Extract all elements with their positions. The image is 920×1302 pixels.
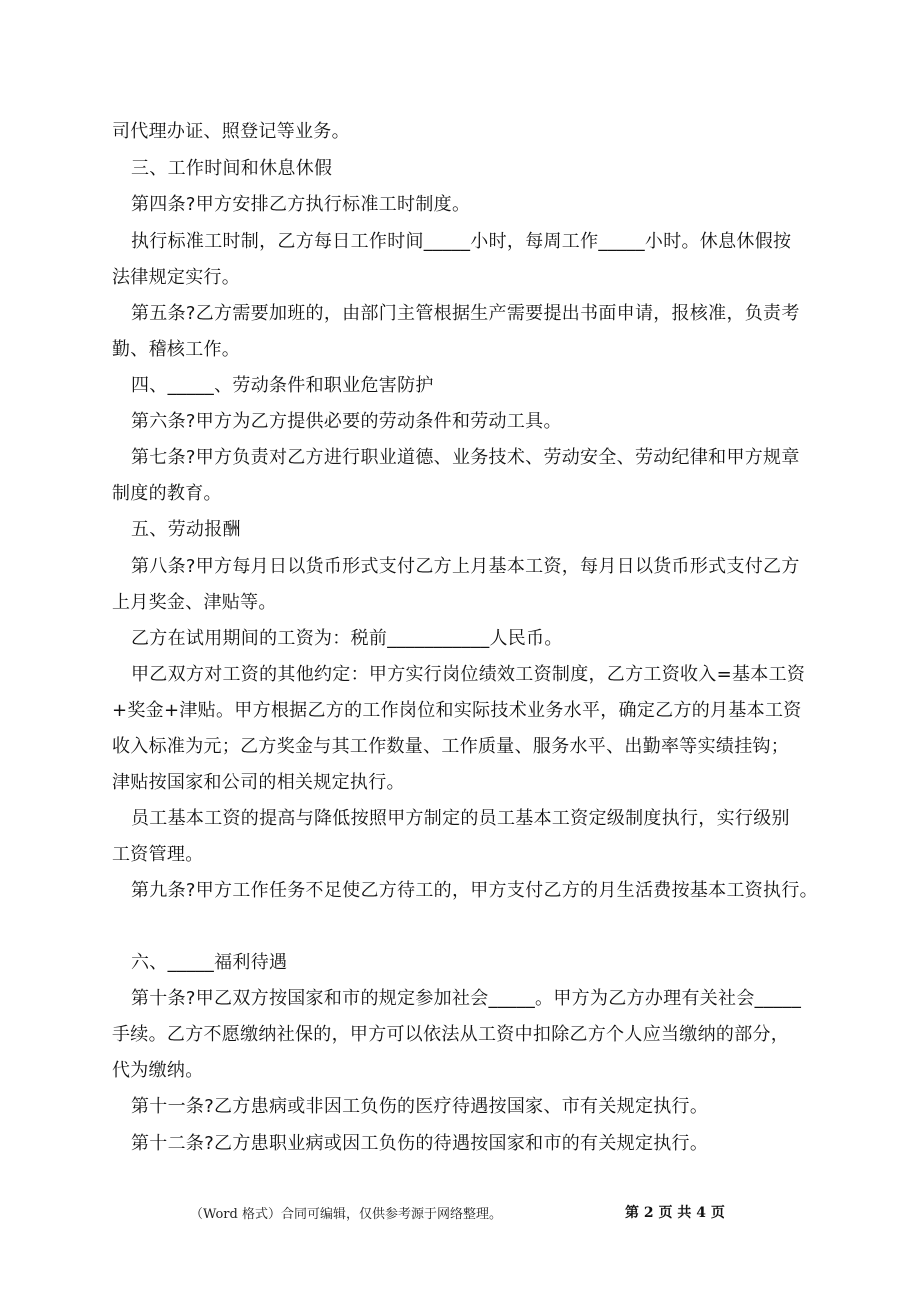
text-line: 执行标准工时制，乙方每日工作时间_____小时，每周工作_____小时。休息休假按 xyxy=(131,231,792,252)
page-indicator: 第 2 页 共 4 页 xyxy=(625,1205,725,1221)
text-line: 制度的教育。 xyxy=(112,483,222,504)
clause-line: 第九条?甲方工作任务不足使乙方待工的，甲方支付乙方的月生活费按基本工资执行。 xyxy=(131,880,818,901)
text-line: 乙方在试用期间的工资为：税前___________人民币。 xyxy=(131,628,563,649)
text-line: 勤、稽核工作。 xyxy=(112,339,241,360)
text-line: 上月奖金、津贴等。 xyxy=(112,592,277,613)
clause-line: 第六条?甲方为乙方提供必要的劳动条件和劳动工具。 xyxy=(131,411,562,432)
section-heading: 三、工作时间和休息休假 xyxy=(131,158,333,179)
text-line: +奖金+津贴。甲方根据乙方的工作岗位和实际技术业务水平，确定乙方的月基本工资 xyxy=(112,700,802,721)
text-line: 员工基本工资的提高与降低按照甲方制定的员工基本工资定级制度执行，实行级别 xyxy=(131,808,790,829)
text-line: 工资管理。 xyxy=(112,844,204,865)
clause-line: 第七条?甲方负责对乙方进行职业道德、业务技术、劳动安全、劳动纪律和甲方规章 xyxy=(131,447,800,468)
footer-note: （Word 格式）合同可编辑，仅供参考源于网络整理。 xyxy=(190,1207,502,1222)
text-line: 津贴按国家和公司的相关规定执行。 xyxy=(112,772,405,793)
clause-line: 第八条?甲方每月日以货币形式支付乙方上月基本工资，每月日以货币形式支付乙方 xyxy=(131,556,800,577)
clause-line: 第十二条?乙方患职业病或因工负伤的待遇按国家和市的有关规定执行。 xyxy=(131,1133,709,1154)
section-heading: 五、劳动报酬 xyxy=(131,519,241,540)
section-heading: 四、_____、劳动条件和职业危害防护 xyxy=(131,375,434,396)
clause-line: 第十条?甲乙双方按国家和市的规定参加社会_____。甲方为乙方办理有关社会_____ xyxy=(131,988,802,1009)
text-line: 手续。乙方不愿缴纳社保的，甲方可以依法从工资中扣除乙方个人应当缴纳的部分， xyxy=(112,1024,790,1045)
text-line: 甲乙双方对工资的其他约定：甲方实行岗位绩效工资制度，乙方工资收入=基本工资 xyxy=(131,664,806,685)
text-line: 法律规定实行。 xyxy=(112,267,241,288)
clause-line: 第五条?乙方需要加班的，由部门主管根据生产需要提出书面申请，报核准，负责考 xyxy=(131,303,800,324)
text-line: 收入标准为元；乙方奖金与其工作数量、工作质量、服务水平、出勤率等实绩挂钩； xyxy=(112,736,790,757)
text-line: 代为缴纳。 xyxy=(112,1060,204,1081)
section-heading: 六、_____福利待遇 xyxy=(131,952,288,973)
clause-line: 第十一条?乙方患病或非因工负伤的医疗待遇按国家、市有关规定执行。 xyxy=(131,1096,709,1117)
clause-line: 第四条?甲方安排乙方执行标准工时制度。 xyxy=(131,194,471,215)
text-line: 司代理办证、照登记等业务。 xyxy=(112,121,350,142)
